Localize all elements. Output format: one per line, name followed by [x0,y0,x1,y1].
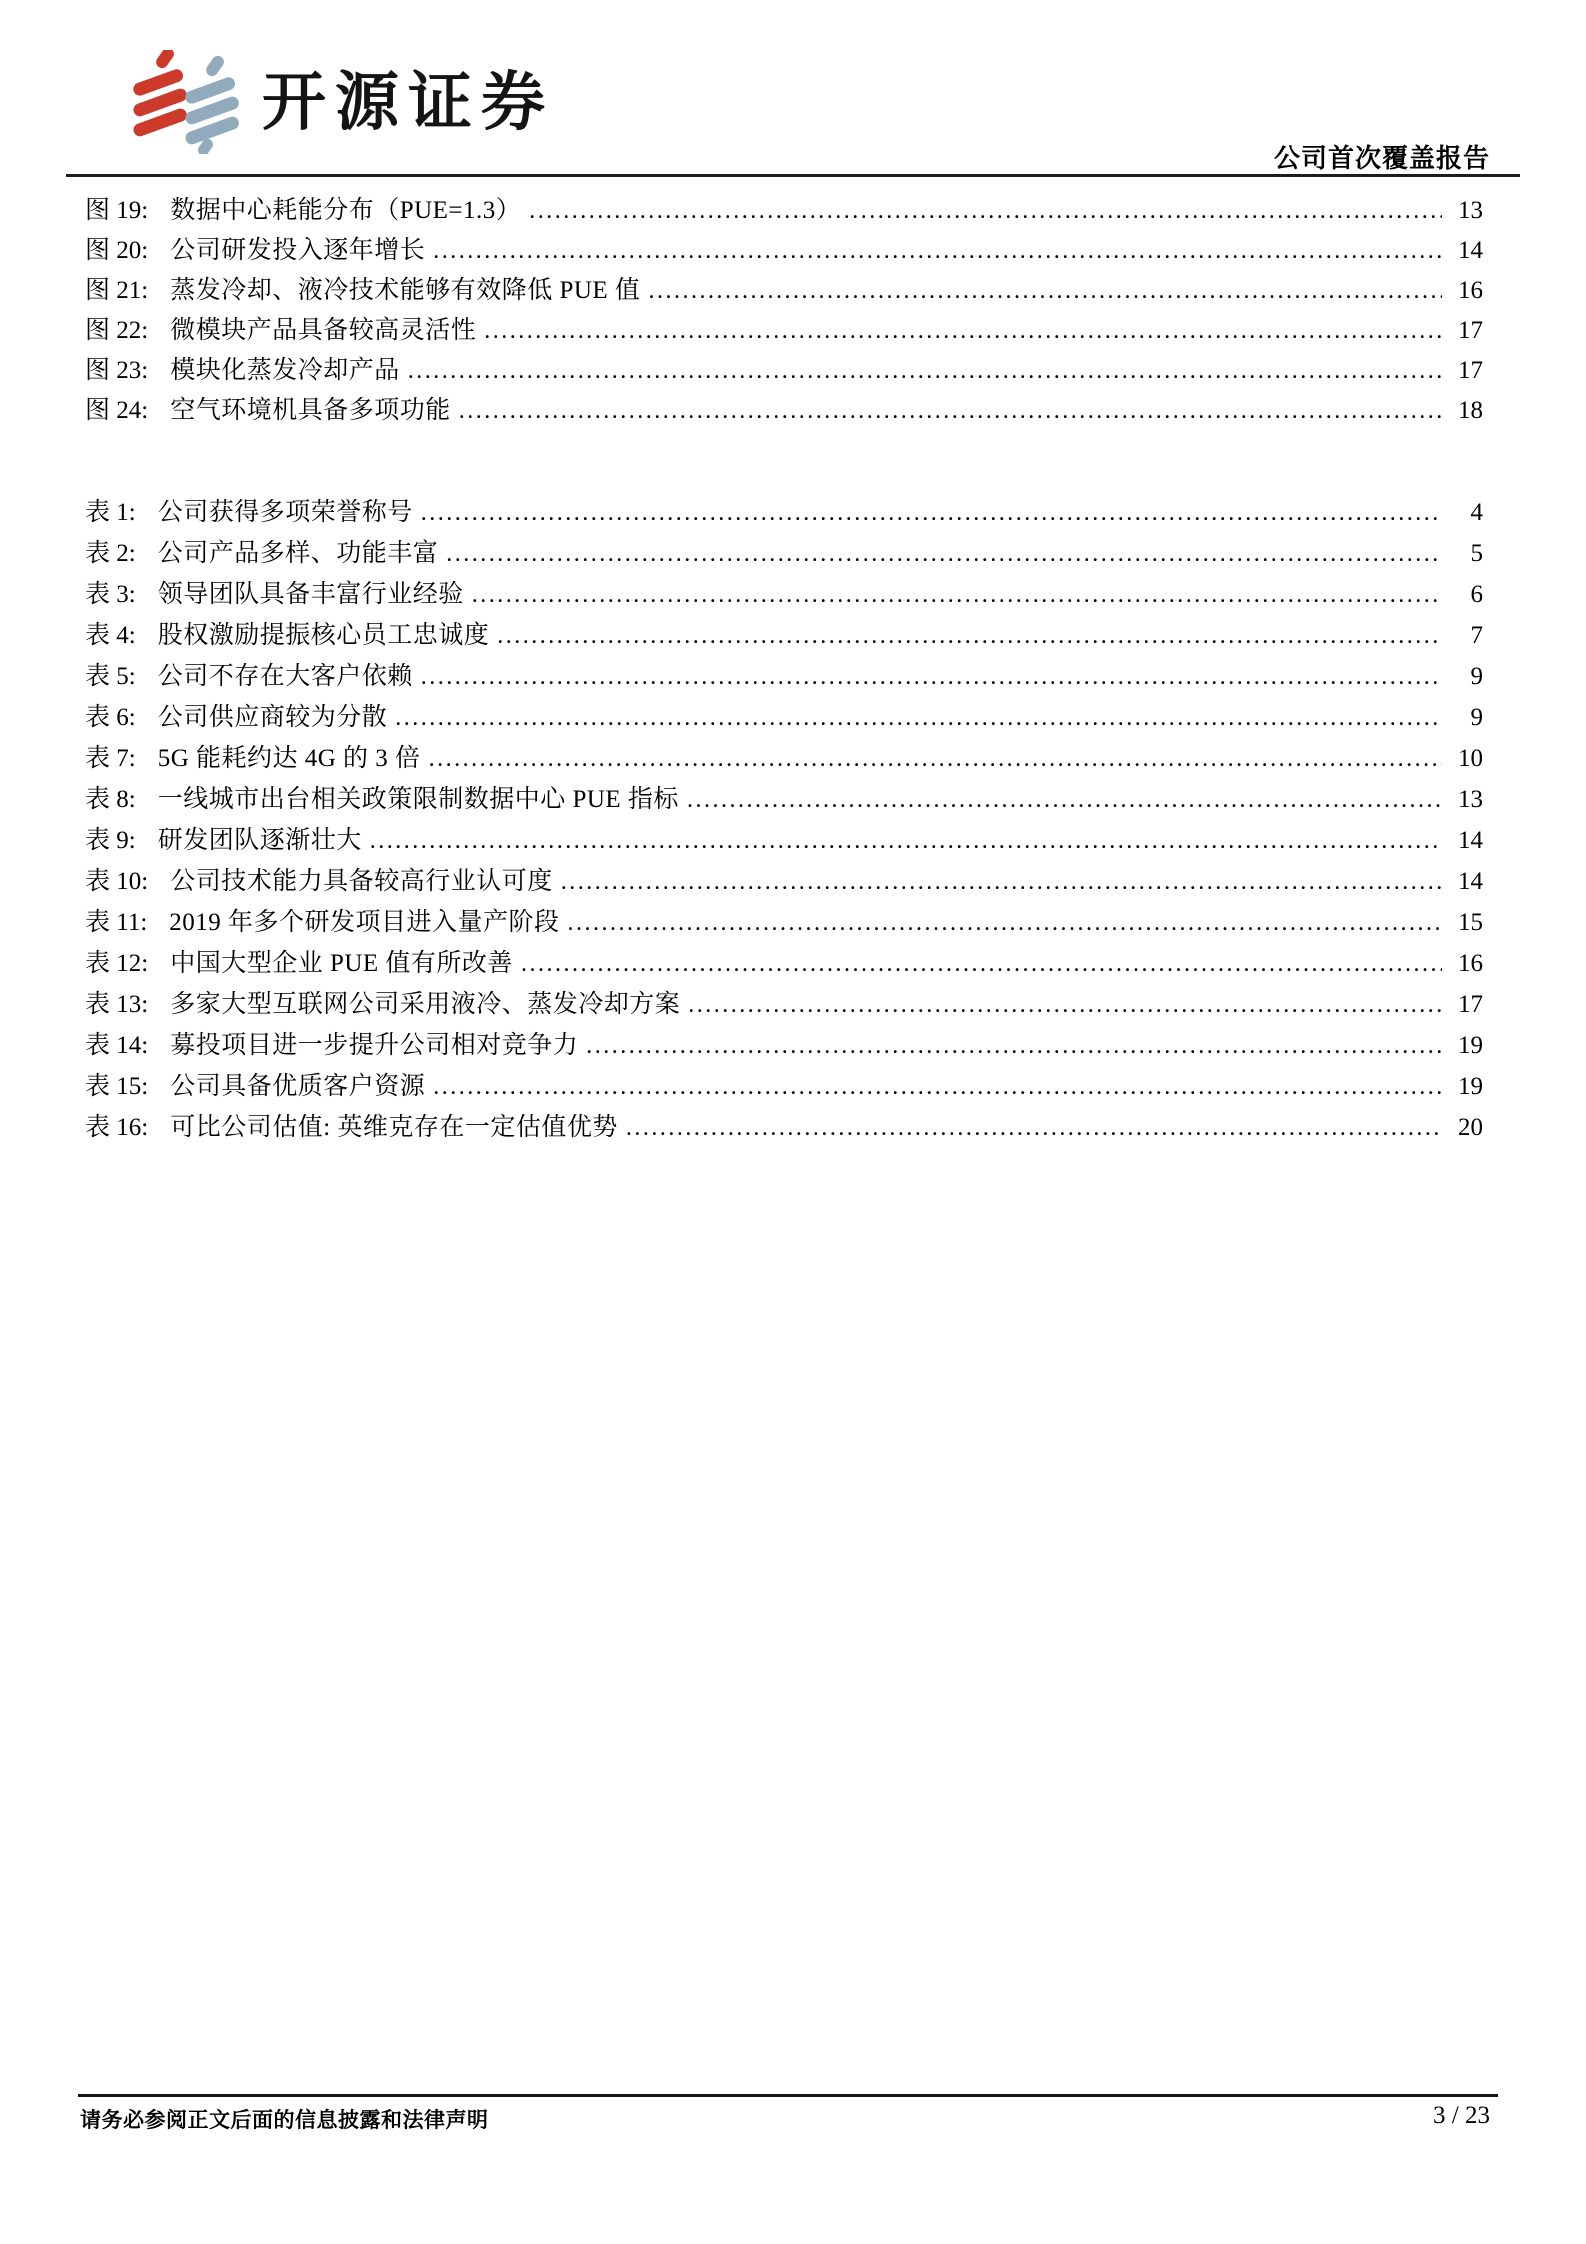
report-type-label: 公司首次覆盖报告 [1273,144,1490,173]
header-divider [66,174,1520,177]
toc-entry-label: 表 15: [85,1073,149,1100]
toc-entry-title: 中国大型企业 PUE 值有所改善 [170,950,513,977]
toc-entry-title: 公司技术能力具备较高行业认可度 [170,868,553,895]
toc-page-number: 13 [1458,197,1483,224]
toc-entry-label: 表 10: [85,868,149,895]
toc-dot-leader [586,1033,1442,1059]
toc-dot-leader [484,318,1442,344]
toc-table-entry[interactable] [85,951,1483,977]
toc-entry-label: 表 6: [85,704,136,731]
toc-page-number: 18 [1458,397,1483,424]
toc-entry-label: 表 13: [85,991,149,1018]
toc-dot-leader [421,664,1442,690]
toc-entry-title: 股权激励提振核心员工忠诚度 [157,622,490,649]
toc-table-entry[interactable] [85,1074,1483,1100]
toc-entry-title: 公司供应商较为分散 [157,704,388,731]
toc-page-number: 15 [1458,909,1483,936]
toc-page-number: 13 [1458,786,1483,813]
toc-table-entry[interactable] [85,1033,1483,1059]
toc-entry-title: 多家大型互联网公司采用液冷、蒸发冷却方案 [170,991,681,1018]
toc-entry-label: 表 2: [85,540,136,567]
toc-entry-label: 图 22: [85,317,149,344]
toc-page-number: 5 [1470,540,1483,567]
toc-page-number: 16 [1458,277,1483,304]
toc-figure-entry[interactable] [85,358,1483,384]
toc-page-number: 17 [1458,317,1483,344]
toc-entry-label: 表 5: [85,663,136,690]
toc-table-entry[interactable] [85,910,1483,936]
toc-entry-label: 表 8: [85,786,136,813]
toc-entry-label: 表 3: [85,581,136,608]
toc-dot-leader [395,705,1442,731]
toc-entry-label: 图 20: [85,237,149,264]
toc-dot-leader [521,951,1442,977]
toc-entry-title: 可比公司估值: 英维克存在一定估值优势 [170,1114,618,1141]
toc-tables-list [85,500,1483,1156]
brand-wordmark: 开源证券 [262,66,554,138]
toc-page-number: 14 [1458,827,1483,854]
toc-page-number: 17 [1458,357,1483,384]
toc-figure-entry[interactable] [85,398,1483,424]
toc-entry-label: 表 11: [85,909,148,936]
toc-entry-title: 数据中心耗能分布（PUE=1.3） [170,197,522,224]
toc-dot-leader [433,238,1442,264]
toc-dot-leader [626,1115,1442,1141]
footer-divider [78,2094,1498,2097]
toc-entry-title: 领导团队具备丰富行业经验 [157,581,464,608]
toc-entry-title: 募投项目进一步提升公司相对竞争力 [170,1032,579,1059]
toc-dot-leader [429,746,1442,772]
toc-entry-title: 微模块产品具备较高灵活性 [170,317,477,344]
toc-dot-leader [408,358,1442,384]
toc-dot-leader [688,992,1442,1018]
toc-table-entry[interactable] [85,787,1483,813]
toc-entry-label: 表 1: [85,499,136,526]
toc-table-entry[interactable] [85,664,1483,690]
toc-page-number: 19 [1458,1073,1483,1100]
toc-dot-leader [529,198,1442,224]
toc-table-entry[interactable] [85,582,1483,608]
toc-page-number: 16 [1458,950,1483,977]
toc-dot-leader [370,828,1442,854]
toc-page-number: 9 [1470,704,1483,731]
toc-entry-label: 表 12: [85,950,149,977]
toc-entry-title: 一线城市出台相关政策限制数据中心 PUE 指标 [157,786,679,813]
toc-table-entry[interactable] [85,500,1483,526]
toc-entry-label: 表 14: [85,1032,149,1059]
toc-page-number: 14 [1458,237,1483,264]
toc-table-entry[interactable] [85,746,1483,772]
toc-figure-entry[interactable] [85,318,1483,344]
toc-entry-title: 公司获得多项荣誉称号 [157,499,413,526]
toc-table-entry[interactable] [85,541,1483,567]
toc-page-number: 9 [1470,663,1483,690]
toc-page-number: 10 [1458,745,1483,772]
toc-table-entry[interactable] [85,705,1483,731]
toc-table-entry[interactable] [85,992,1483,1018]
toc-entry-label: 表 7: [85,745,136,772]
toc-dot-leader [561,869,1442,895]
toc-table-entry[interactable] [85,1115,1483,1141]
toc-page-number: 4 [1470,499,1483,526]
toc-entry-label: 表 16: [85,1114,149,1141]
toc-entry-title: 5G 能耗约达 4G 的 3 倍 [157,745,421,772]
toc-entry-label: 图 21: [85,277,149,304]
toc-entry-label: 表 4: [85,622,136,649]
toc-entry-title: 公司具备优质客户资源 [170,1073,426,1100]
toc-page-number: 17 [1458,991,1483,1018]
toc-dot-leader [446,541,1442,567]
footer-disclaimer: 请务必参阅正文后面的信息披露和法律声明 [80,2108,489,2132]
toc-dot-leader [568,910,1442,936]
toc-figures-list [85,198,1483,438]
footer-page-indicator: 3 / 23 [1433,2102,1490,2129]
toc-entry-title: 研发团队逐渐壮大 [157,827,362,854]
toc-table-entry[interactable] [85,623,1483,649]
toc-entry-label: 图 19: [85,197,149,224]
toc-entry-title: 公司产品多样、功能丰富 [157,540,439,567]
toc-dot-leader [472,582,1442,608]
toc-figure-entry[interactable] [85,198,1483,224]
toc-page-number: 20 [1458,1114,1483,1141]
toc-entry-label: 图 23: [85,357,149,384]
toc-dot-leader [433,1074,1442,1100]
toc-dot-leader [648,278,1442,304]
toc-entry-title: 蒸发冷却、液冷技术能够有效降低 PUE 值 [170,277,641,304]
toc-table-entry[interactable] [85,869,1483,895]
toc-page-number: 19 [1458,1032,1483,1059]
toc-entry-title: 2019 年多个研发项目进入量产阶段 [169,909,560,936]
toc-entry-label: 表 9: [85,827,136,854]
toc-page-number: 6 [1470,581,1483,608]
toc-table-entry[interactable] [85,828,1483,854]
toc-entry-label: 图 24: [85,397,149,424]
toc-entry-title: 公司不存在大客户依赖 [157,663,413,690]
toc-figure-entry[interactable] [85,278,1483,304]
toc-entry-title: 空气环境机具备多项功能 [170,397,451,424]
toc-dot-leader [421,500,1442,526]
toc-entry-title: 模块化蒸发冷却产品 [170,357,400,384]
toc-entry-title: 公司研发投入逐年增长 [170,237,426,264]
toc-dot-leader [497,623,1442,649]
toc-page-number: 14 [1458,868,1483,895]
toc-figure-entry[interactable] [85,238,1483,264]
wheat-sheaf-logo-icon [130,50,242,154]
brand-logo [130,50,554,154]
toc-dot-leader [687,787,1442,813]
toc-page-number: 7 [1470,622,1483,649]
toc-dot-leader [459,398,1442,424]
